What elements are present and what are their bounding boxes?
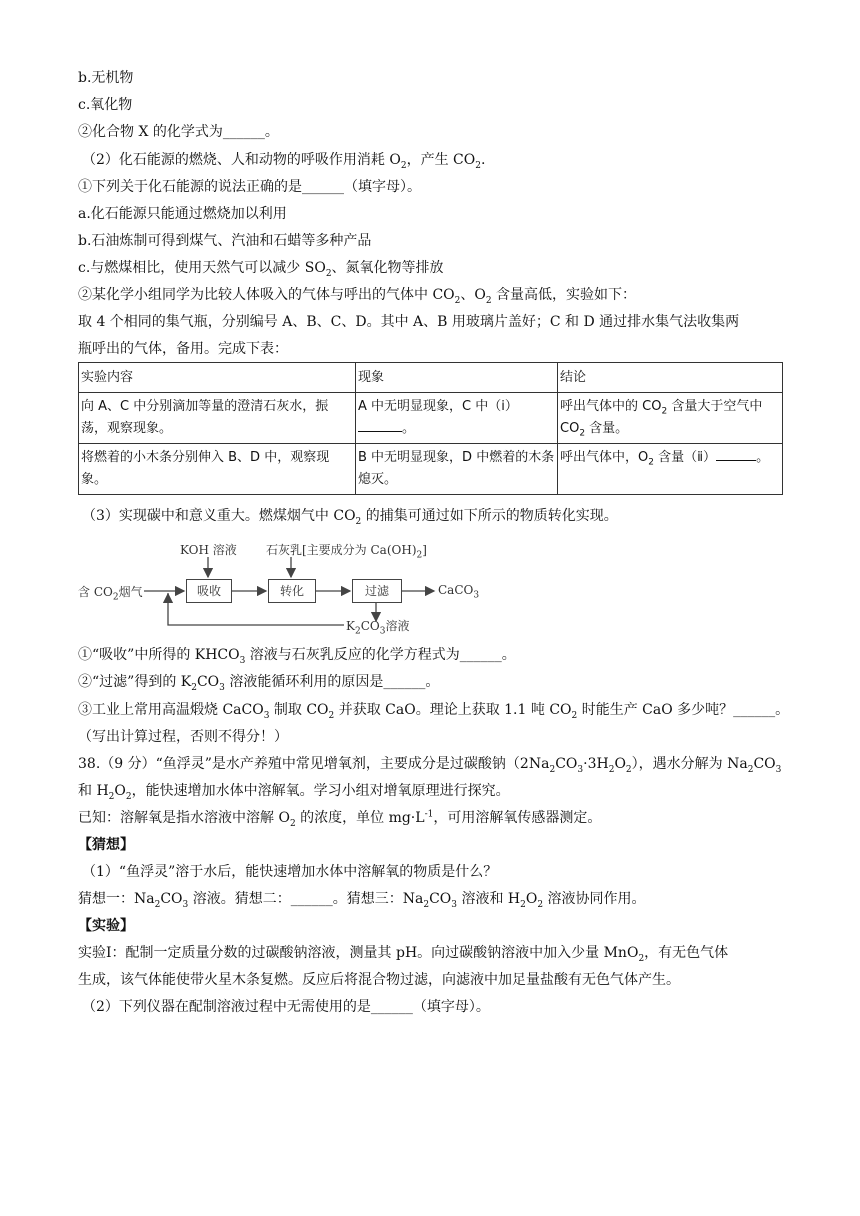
table-row (79, 393, 783, 444)
flue-gas-label (78, 583, 143, 603)
text: 溶液能循环利用的原因是______。 (224, 674, 440, 690)
subscript: 2 (423, 899, 430, 910)
text: 38.（9 分）“鱼浮灵”是水产养殖中常见增氧剂，主要成分是过碳酸钠（2Na (78, 756, 550, 772)
procedure-line-2 (78, 339, 288, 359)
subscript: 2 (108, 791, 115, 802)
subscript: 2 (485, 295, 492, 306)
text: K (346, 619, 355, 633)
text: O (114, 783, 126, 799)
text: 溶液。猜想二：______。猜想三：Na (188, 891, 424, 907)
answer-blank[interactable] (716, 460, 756, 461)
text: 、氮氧化物等排放 (331, 260, 444, 276)
question-3-3 (78, 700, 789, 720)
row2-conclusion (558, 444, 783, 495)
text: （2）化石能源的燃烧、人和动物的呼吸作用消耗 O (82, 152, 401, 168)
k2co3-recycle-label (346, 617, 410, 637)
text: ①“吸收”中所得的 KHCO (78, 647, 240, 663)
question-2-intro (82, 150, 485, 170)
header-phenomenon: 现象 (356, 363, 558, 393)
text: CO (160, 891, 183, 907)
option-c-oxide (78, 95, 132, 115)
subscript: 2 (608, 764, 615, 775)
text: ②化合物 X 的化学式为______。 (78, 124, 279, 140)
question-2-1 (78, 177, 421, 197)
text: 含量。 (585, 421, 629, 436)
subscript: 3 (577, 764, 584, 775)
option-c (78, 258, 444, 278)
subscript: 2 (400, 160, 407, 171)
text: 已知：溶解氧是指水溶液中溶解 O (78, 810, 290, 826)
subscript: 2 (325, 268, 332, 279)
subscript: 2 (537, 899, 544, 910)
text: c.与燃煤相比，使用天然气可以减少 SO (78, 260, 326, 276)
procedure-line-1 (78, 312, 739, 332)
text: . (480, 152, 486, 168)
hypotheses (78, 889, 646, 909)
text: 并获取 CaO。理论上获取 1.1 吨 CO (334, 702, 572, 718)
question-2-2 (78, 285, 636, 305)
question-3-intro (82, 506, 618, 526)
text: CO (196, 674, 220, 690)
experiment-table (78, 362, 783, 495)
text: 含量（ⅱ） (653, 450, 717, 465)
text: 呼出气体中，O (560, 450, 649, 465)
subscript: 3 (379, 626, 386, 637)
subscript: 3 (473, 590, 480, 601)
text: 制取 CO (269, 702, 329, 718)
subscript: 3 (182, 899, 189, 910)
text: 石灰乳[主要成分为 Ca(OH) (266, 543, 417, 557)
subscript: 3 (775, 764, 782, 775)
text: 【实验】 (78, 918, 134, 934)
text: 溶液协同作用。 (543, 891, 646, 907)
subscript: 2 (289, 818, 296, 829)
question-38-1 (82, 862, 497, 882)
text: CO (555, 756, 578, 772)
subscript: 2 (661, 406, 668, 417)
text: 溶液与石灰乳反应的化学方程式为______。 (245, 647, 516, 663)
text: a.化石能源只能通过燃烧加以利用 (78, 206, 287, 222)
option-b (78, 231, 371, 251)
text: B 中无明显现象，D 中燃着的木条熄灭。 (358, 450, 555, 487)
text: b.无机物 (78, 70, 134, 86)
question-38-intro-2 (78, 781, 510, 801)
subscript: 2 (454, 295, 461, 306)
row1-phenomenon (356, 393, 558, 444)
question-x-formula (78, 122, 279, 142)
subscript: 3 (239, 655, 246, 666)
text: 实验Ⅰ：配制一定质量分数的过碳酸钠溶液，测量其 pH。向过碳酸钠溶液中加入少量 MnO (78, 945, 639, 961)
subscript: 2 (638, 953, 645, 964)
text: CO (429, 891, 452, 907)
text: 烟气 (118, 585, 143, 599)
subscript: 2 (416, 550, 423, 561)
text: ②“过滤”得到的 K (78, 674, 192, 690)
experiment-1-line-1 (78, 943, 728, 963)
absorb-box: 吸收 (186, 579, 232, 603)
text: c.氧化物 (78, 97, 133, 113)
experiment-1-line-2 (78, 970, 680, 990)
subscript: 3 (451, 899, 457, 910)
question-3-2 (78, 672, 439, 692)
subscript: 2 (747, 764, 754, 775)
subscript: 2 (571, 710, 578, 721)
text: 【猜想】 (78, 837, 134, 853)
text: 溶液和 H (457, 891, 521, 907)
header-conclusion: 结论 (558, 363, 783, 393)
text: 的捕集可通过如下所示的物质转化实现。 (361, 508, 618, 524)
subscript: 2 (625, 764, 632, 775)
question-38-intro (78, 754, 781, 774)
text: b.石油炼制可得到煤气、汽油和石蜡等多种产品 (78, 233, 372, 249)
process-flow-diagram (76, 537, 480, 637)
text: ②某化学小组同学为比较人体吸入的气体与呼出的气体中 CO (78, 287, 455, 303)
text: CaCO (438, 583, 474, 597)
text: （3）实现碳中和意义重大。燃煤烟气中 CO (82, 508, 356, 524)
calc-note (78, 727, 288, 747)
table-row (79, 444, 783, 495)
superscript: -1 (424, 809, 434, 820)
convert-box: 转化 (268, 579, 316, 603)
subscript: 2 (549, 764, 556, 775)
text: 溶液 (385, 619, 410, 633)
text: O (614, 756, 626, 772)
question-38-2 (82, 997, 490, 1017)
text: ，可用溶解氧传感器测定。 (433, 810, 602, 826)
text: （写出计算过程，否则不得分！） (78, 729, 288, 745)
text: O (525, 891, 538, 907)
text: 猜想一：Na (78, 891, 155, 907)
subscript: 2 (328, 710, 335, 721)
row2-content (79, 444, 356, 495)
row1-content (79, 393, 356, 444)
caco3-output-label (438, 583, 480, 601)
text: ③工业上常用高温煅烧 CaCO (78, 702, 264, 718)
text: （1）“鱼浮灵”溶于水后，能快速增加水体中溶解氧的物质是什么？ (82, 864, 498, 880)
subscript: 2 (355, 516, 362, 527)
text: ①下列关于化石能源的说法正确的是______（填字母）。 (78, 179, 421, 195)
text: 含 CO (78, 585, 113, 599)
text: ，有无色气体 (644, 945, 729, 961)
text: ] (422, 543, 427, 557)
subscript: 2 (475, 160, 481, 171)
text: 生成，该气体能使带火星木条复燃。反应后将混合物过滤，向滤液中加足量盐酸有无色气体产生。 (78, 972, 680, 988)
text: CO (360, 619, 380, 633)
subscript: 2 (648, 457, 654, 468)
text: （2）下列仪器在配制溶液过程中无需使用的是______（填字母）。 (82, 999, 490, 1015)
text: A 中无明显现象，C 中（ⅰ） (358, 399, 518, 414)
text: 和 H (78, 783, 109, 799)
subscript: 2 (154, 899, 161, 910)
option-a (78, 204, 287, 224)
row2-phenomenon (356, 444, 558, 495)
text: ，能快速增加水体中溶解氧。学习小组对增氧原理进行探究。 (131, 783, 510, 799)
text: ），遇水分解为 Na (631, 756, 748, 772)
text: 的浓度，单位 mg·L (295, 810, 425, 826)
text: ，产生 CO (406, 152, 476, 168)
lime-milk-label (266, 541, 427, 561)
row1-conclusion (558, 393, 783, 444)
text: 含量大于空气中 (667, 399, 763, 414)
option-b-inorganic (78, 68, 133, 88)
subscript: 2 (191, 682, 197, 693)
known-info (78, 808, 601, 828)
subscript: 2 (125, 791, 132, 802)
text: 呼出气体中的 CO (560, 399, 662, 414)
header-content: 实验内容 (79, 363, 356, 393)
question-3-1 (78, 645, 516, 665)
text: 含量高低，实验如下： (491, 287, 637, 303)
subscript: 3 (263, 710, 270, 721)
koh-label: KOH 溶液 (180, 543, 237, 557)
section-hypothesis (78, 835, 134, 855)
text: 取 4 个相同的集气瓶，分别编号 A、B、C、D。其中 A、B 用玻璃片盖好；C 和 D 通过排水集气法收集两 (78, 314, 740, 330)
text: 向 A、C 中分别滴加等量的澄清石灰水，振荡，观察现象。 (81, 399, 329, 436)
subscript: 3 (219, 682, 225, 693)
text: ·3H (583, 756, 609, 772)
section-experiment (78, 916, 134, 936)
subscript: 2 (520, 899, 526, 910)
text: 瓶呼出的气体，备用。完成下表： (78, 341, 288, 357)
text: 将燃着的小木条分别伸入 B、D 中，观察现象。 (81, 450, 330, 487)
text: 、O (460, 287, 486, 303)
text: 。 (402, 421, 416, 436)
subscript: 2 (112, 592, 119, 603)
subscript: 2 (579, 428, 586, 439)
table-header-row (79, 363, 783, 393)
answer-blank[interactable] (358, 431, 402, 432)
text: 时能生产 CaO 多少吨？______。 (577, 702, 790, 718)
text: CO (753, 756, 776, 772)
text: 。 (756, 450, 770, 465)
text: CO (560, 421, 580, 436)
subscript: 2 (354, 626, 361, 637)
filter-box: 过滤 (352, 579, 402, 603)
